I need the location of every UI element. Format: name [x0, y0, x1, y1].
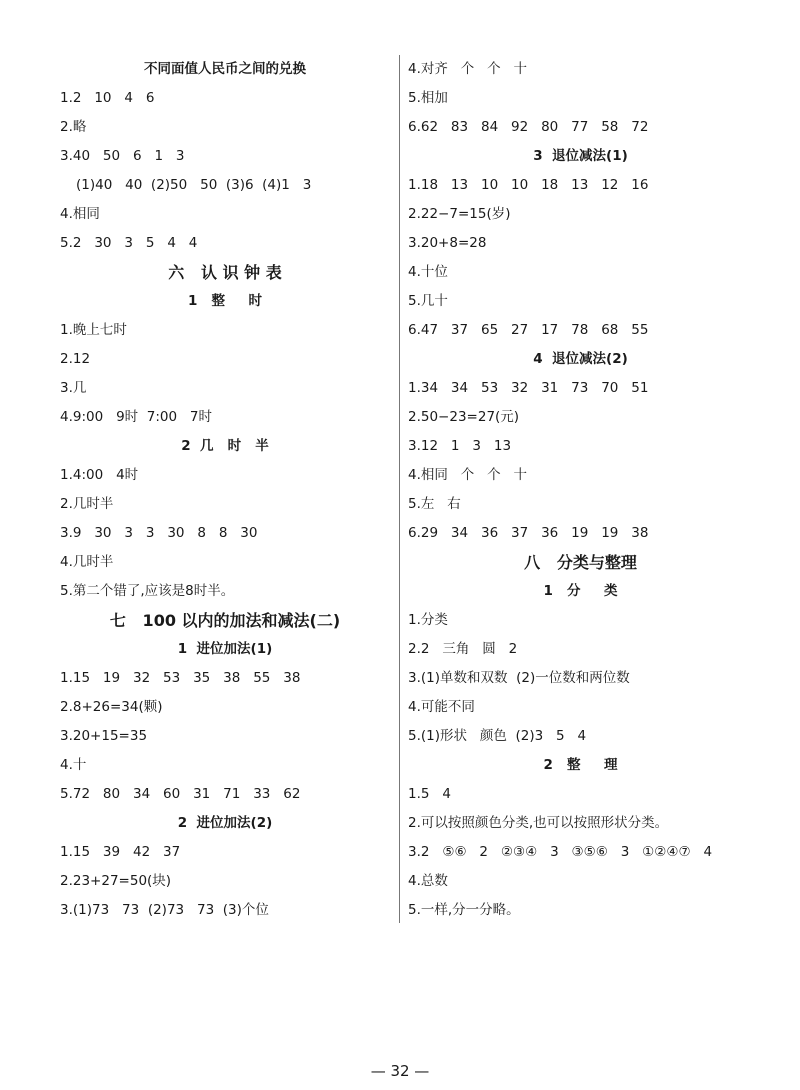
answer-line: 1.5 4 — [408, 786, 451, 802]
answer-line: 3.12 1 3 13 — [408, 438, 512, 454]
answer-line: 3.40 50 6 1 3 — [60, 148, 185, 164]
section-title: 1 分 类 — [543, 583, 618, 599]
answer-line: 4.总数 — [408, 873, 448, 889]
answer-line: 4.9:00 9时 7:00 7时 — [60, 409, 213, 425]
answer-line: 5.一样,分一分略。 — [408, 902, 520, 918]
answer-subline: (1)40 40 (2)50 50 (3)6 (4)1 3 — [76, 177, 312, 193]
answer-line: 2.几时半 — [60, 496, 114, 512]
answer-line: 1.晚上七时 — [60, 322, 127, 338]
section-title: 4 退位减法(2) — [533, 351, 628, 367]
answer-line: 1.2 10 4 6 — [60, 90, 155, 106]
answer-line: 2.50−23=27(元) — [408, 409, 520, 425]
answer-line: 2.8+26=34(颗) — [60, 699, 163, 715]
answer-line: 3.(1)73 73 (2)73 73 (3)个位 — [60, 902, 269, 918]
answer-line: 5.第二个错了,应该是8时半。 — [60, 583, 235, 599]
answer-line: 1.34 34 53 32 31 73 70 51 — [408, 380, 649, 396]
left-column — [60, 55, 390, 925]
answer-line: 5.(1)形状 颜色 (2)3 5 4 — [408, 728, 587, 744]
answer-line: 3.几 — [60, 380, 87, 396]
answer-line: 4.相同 — [60, 206, 100, 222]
answer-line: 3.20+8=28 — [408, 235, 487, 251]
answer-line: 4.十位 — [408, 264, 448, 280]
answer-line: 4.十 — [60, 757, 87, 773]
answer-line: 2.12 — [60, 351, 91, 367]
section-title: 3 退位减法(1) — [533, 148, 628, 164]
answer-line: 1.4:00 4时 — [60, 467, 139, 483]
answer-line: 5.左 右 — [408, 496, 461, 512]
section-title: 2 进位加法(2) — [177, 815, 273, 831]
chapter-title: 八 分类与整理 — [524, 553, 637, 572]
answer-line: 3.20+15=35 — [60, 728, 148, 744]
answer-line: 6.62 83 84 92 80 77 58 72 — [408, 119, 649, 135]
answer-line: 4.相同 个 个 十 — [408, 467, 528, 483]
answer-line: 2.可以按照颜色分类,也可以按照形状分类。 — [408, 815, 669, 831]
answer-line: 3.(1)单数和双数 (2)一位数和两位数 — [408, 670, 630, 686]
answer-line: 2.略 — [60, 119, 87, 135]
section-title: 1 整 时 — [188, 293, 262, 309]
answer-line: 1.分类 — [408, 612, 448, 628]
chapter-title: 七 100 以内的加法和减法(二) — [109, 611, 341, 630]
right-column — [408, 55, 753, 925]
answer-line: 2.22−7=15(岁) — [408, 206, 511, 222]
section-title: 1 进位加法(1) — [177, 641, 273, 657]
answer-line: 5.2 30 3 5 4 4 — [60, 235, 198, 251]
column-divider — [399, 55, 400, 923]
answer-line: 1.18 13 10 10 18 13 12 16 — [408, 177, 649, 193]
section-title: 2 整 理 — [543, 757, 618, 773]
answer-line: 2.23+27=50(块) — [60, 873, 172, 889]
answer-line: 4.对齐 个 个 十 — [408, 61, 528, 77]
answer-line: 3.9 30 3 3 30 8 8 30 — [60, 525, 258, 541]
answer-line: 4.几时半 — [60, 554, 114, 570]
section-title: 不同面值人民币之间的兑换 — [144, 61, 306, 77]
answer-line: 5.72 80 34 60 31 71 33 62 — [60, 786, 301, 802]
answer-line: 6.47 37 65 27 17 78 68 55 — [408, 322, 649, 338]
answer-line: 5.几十 — [408, 293, 448, 309]
answer-line: 3.2 ⑤⑥ 2 ②③④ 3 ③⑤⑥ 3 ①②④⑦ 4 — [408, 844, 713, 860]
chapter-title: 六 认 识 钟 表 — [168, 263, 282, 282]
page-number: — 32 — — [370, 1062, 430, 1080]
answer-line: 1.15 19 32 53 35 38 55 38 — [60, 670, 301, 686]
answer-line: 6.29 34 36 37 36 19 19 38 — [408, 525, 649, 541]
answer-line: 4.可能不同 — [408, 699, 475, 715]
answer-line: 2.2 三角 圆 2 — [408, 641, 518, 657]
answer-line: 5.相加 — [408, 90, 448, 106]
section-title: 2 几 时 半 — [181, 438, 269, 454]
answer-line: 1.15 39 42 37 — [60, 844, 181, 860]
